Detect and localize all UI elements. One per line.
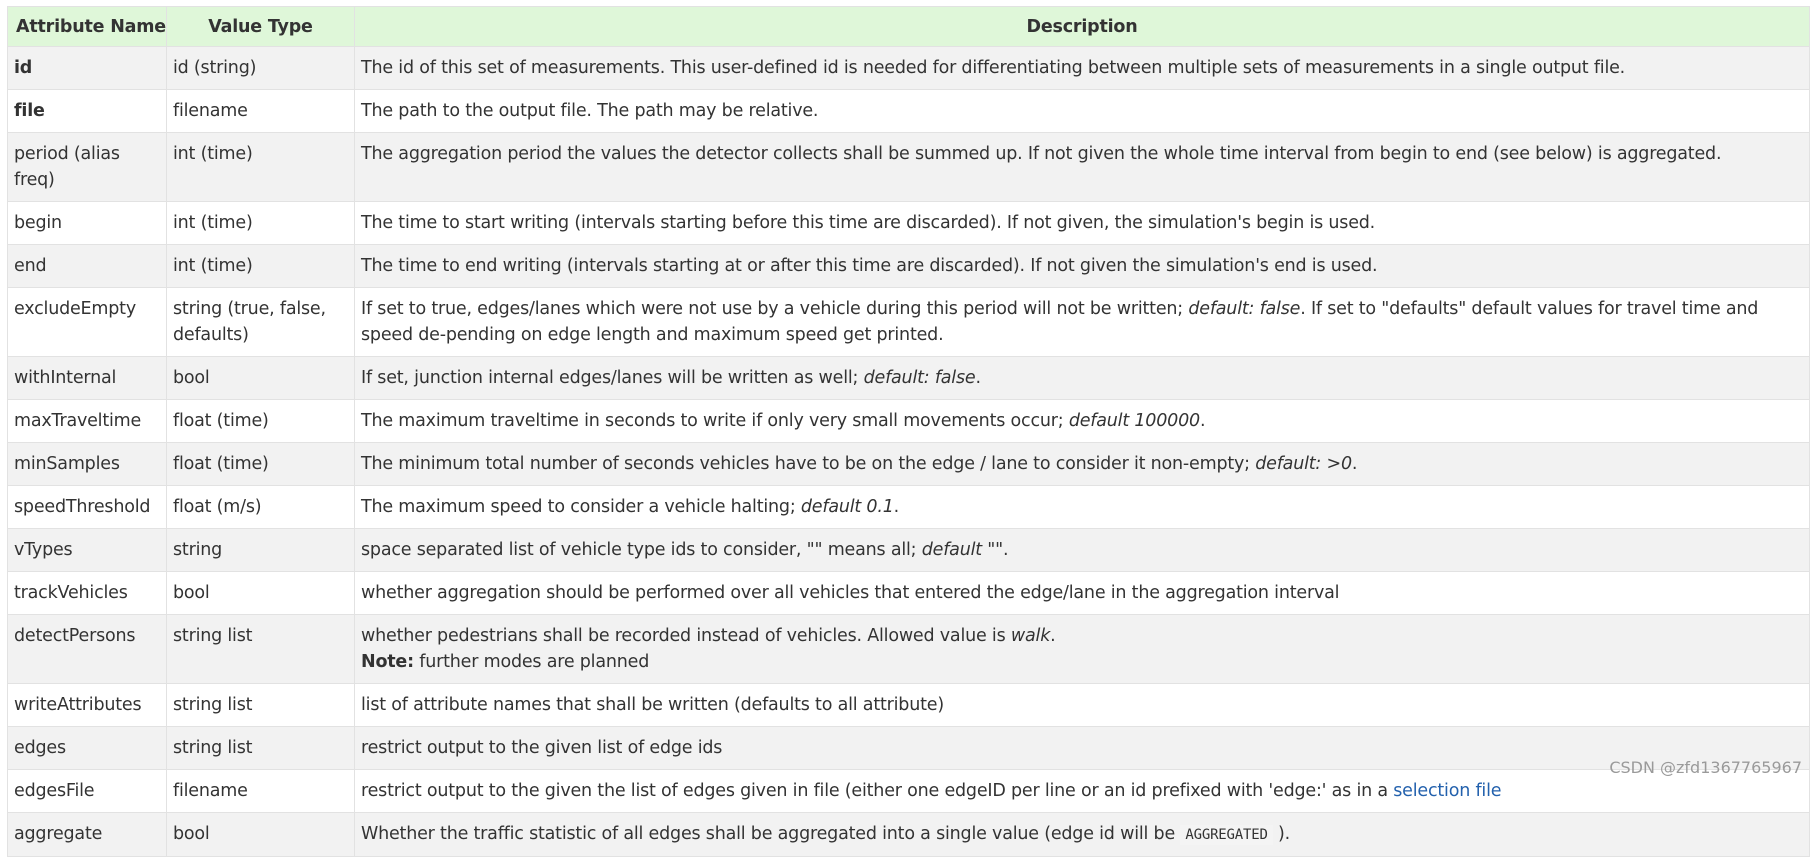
value-type: string list xyxy=(167,615,355,684)
description: The aggregation period the values the detector collects shall be summed up. If not given the whole time interval from begin to end (see below) is aggregated. xyxy=(355,133,1810,202)
value-type: string list xyxy=(167,684,355,727)
attribute-name: edgesFile xyxy=(8,770,167,813)
table-row xyxy=(8,47,1810,90)
watermark: CSDN @zfd1367765967 xyxy=(1609,758,1802,777)
table-row xyxy=(8,486,1810,529)
table-row xyxy=(8,572,1810,615)
description-default: default 0.1 xyxy=(800,497,894,517)
description xyxy=(355,615,1810,684)
description: restrict output to the given list of edge ids xyxy=(355,727,1810,770)
value-type: int (time) xyxy=(167,245,355,288)
table-row xyxy=(8,813,1810,857)
value-type: float (time) xyxy=(167,400,355,443)
attribute-name: writeAttributes xyxy=(8,684,167,727)
description-default: default: >0 xyxy=(1255,454,1352,474)
note-text: further modes are planned xyxy=(413,652,650,672)
table-row xyxy=(8,400,1810,443)
description xyxy=(355,529,1810,572)
table-row xyxy=(8,615,1810,684)
attribute-name: detectPersons xyxy=(8,615,167,684)
table-row xyxy=(8,529,1810,572)
attribute-name: excludeEmpty xyxy=(8,288,167,357)
attribute-name: maxTraveltime xyxy=(8,400,167,443)
attribute-name: withInternal xyxy=(8,357,167,400)
description xyxy=(355,357,1810,400)
description-default: default: false xyxy=(1188,299,1301,319)
value-type: id (string) xyxy=(167,47,355,90)
value-type: bool xyxy=(167,357,355,400)
attribute-name: speedThreshold xyxy=(8,486,167,529)
table-row xyxy=(8,770,1810,813)
description: The time to end writing (intervals starting at or after this time are discarded). If not given the simulation's end is used. xyxy=(355,245,1810,288)
value-type: string xyxy=(167,529,355,572)
description-text: The maximum traveltime in seconds to write if only very small movements occur; xyxy=(361,411,1069,431)
header-attribute-name: Attribute Name xyxy=(8,7,167,47)
description: The time to start writing (intervals starting before this time are discarded). If not given, the simulation's begin is used. xyxy=(355,202,1810,245)
description-text: . xyxy=(975,368,981,388)
description-text: . xyxy=(1351,454,1358,474)
value-type: string list xyxy=(167,727,355,770)
description-text: If set to true, edges/lanes which were not use by a vehicle during this period will not be written; xyxy=(361,299,1189,319)
value-type: int (time) xyxy=(167,133,355,202)
attribute-name: vTypes xyxy=(8,529,167,572)
description xyxy=(355,486,1810,529)
description: whether aggregation should be performed over all vehicles that entered the edge/lane in the aggregation interval xyxy=(355,572,1810,615)
description-text: restrict output to the given the list of edges given in file (either one edgeID per line or an id prefixed with 'edge:' as in a xyxy=(361,781,1394,801)
attribute-name: begin xyxy=(8,202,167,245)
value-type: bool xyxy=(167,813,355,857)
description xyxy=(355,813,1810,857)
aggregated-code: AGGREGATED xyxy=(1180,825,1272,845)
description xyxy=(355,443,1810,486)
table-row xyxy=(8,90,1810,133)
table-row xyxy=(8,202,1810,245)
attribute-name: end xyxy=(8,245,167,288)
value-type: string (true, false, defaults) xyxy=(167,288,355,357)
table-row xyxy=(8,133,1810,202)
description-text: The maximum speed to consider a vehicle halting; xyxy=(361,497,801,517)
description-default: default 100000 xyxy=(1068,411,1200,431)
description-text: Whether the traffic statistic of all edges shall be aggregated into a single value (edge id will be xyxy=(361,824,1181,844)
header-value-type: Value Type xyxy=(167,7,355,47)
table-row xyxy=(8,357,1810,400)
attributes-table xyxy=(7,6,1810,857)
description-default: default xyxy=(921,540,982,560)
value-type: bool xyxy=(167,572,355,615)
table-row xyxy=(8,727,1810,770)
table-row xyxy=(8,245,1810,288)
selection-file-link[interactable]: selection file xyxy=(1393,781,1502,801)
value-type: int (time) xyxy=(167,202,355,245)
description: The path to the output file. The path may be relative. xyxy=(355,90,1810,133)
description xyxy=(355,770,1810,813)
description-text: "". xyxy=(981,540,1009,560)
description-text: whether pedestrians shall be recorded instead of vehicles. Allowed value is xyxy=(361,626,1011,646)
attribute-name: id xyxy=(8,47,167,90)
table-row xyxy=(8,288,1810,357)
attribute-name: file xyxy=(8,90,167,133)
value-type: float (m/s) xyxy=(167,486,355,529)
description-value: walk xyxy=(1010,626,1051,646)
attribute-name: aggregate xyxy=(8,813,167,857)
value-type: filename xyxy=(167,770,355,813)
description-text: ). xyxy=(1272,824,1291,844)
attribute-name: minSamples xyxy=(8,443,167,486)
header-description: Description xyxy=(355,7,1810,47)
description-text: The minimum total number of seconds vehicles have to be on the edge / lane to consider it non-empty; xyxy=(361,454,1256,474)
table-header-row xyxy=(8,7,1810,47)
value-type: filename xyxy=(167,90,355,133)
description-text: space separated list of vehicle type ids to consider, "" means all; xyxy=(361,540,922,560)
description: list of attribute names that shall be written (defaults to all attribute) xyxy=(355,684,1810,727)
description xyxy=(355,288,1810,357)
description xyxy=(355,400,1810,443)
note-label: Note: xyxy=(361,652,414,672)
description: The id of this set of measurements. This user-defined id is needed for differentiating between multiple sets of measurements in a single output file. xyxy=(355,47,1810,90)
description-text: . If set to "defaults" default values for travel time and speed de-pending on edge length and maximum speed get printed. xyxy=(361,299,1759,345)
description-text: . xyxy=(893,497,900,517)
description-text: If set, junction internal edges/lanes will be written as well; xyxy=(361,368,864,388)
table-row xyxy=(8,684,1810,727)
attribute-name: trackVehicles xyxy=(8,572,167,615)
description-default: default: false xyxy=(863,368,976,388)
table-row xyxy=(8,443,1810,486)
value-type: float (time) xyxy=(167,443,355,486)
attribute-name: period (alias freq) xyxy=(8,133,167,202)
description-text: . xyxy=(1199,411,1206,431)
attribute-name: edges xyxy=(8,727,167,770)
description-text: . xyxy=(1050,626,1056,646)
attributes-table-container xyxy=(7,6,1809,857)
